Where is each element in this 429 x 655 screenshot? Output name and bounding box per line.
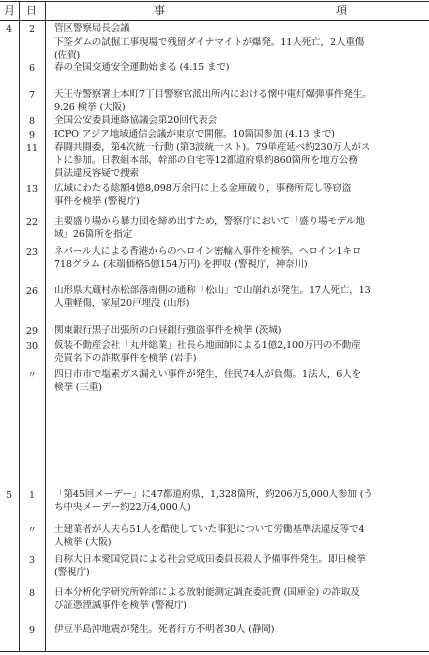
entry-day: 8 [28,116,36,127]
entry-text-line: 日本分析化学研究所幹部による放射能測定調査委託費 (国庫金) の詐取及 [54,587,360,598]
entry-text-line: ち中央メーデー約22万4,000人) [54,502,191,514]
entry-text-line: 域」26箇所を指定 [54,229,133,241]
entry-day: 2 [28,24,36,35]
entry-text-line: トに参加。日教組本部，幹部の自宅等12都道府県約860箇所を地方公務 [54,155,358,167]
entry-day: 9 [28,130,36,141]
entry-text-line: 事件を検挙 (警視庁) [54,196,140,208]
entry-text-line: 全国公安委員連絡協議会第20回代表会 [54,115,218,126]
entry-text-line: 春の全国交通安全運動始まる (4.15 まで) [54,62,230,73]
entry-day: 8 [28,588,36,599]
entry-day: 6 [28,63,36,74]
entry-text-line: 伊豆半島沖地震が発生。死者行方不明者30人 (静岡) [54,624,275,635]
entry-day: 13 [25,184,39,195]
table-bottom-rule [0,651,429,652]
entry-text-line: (警視庁) [54,567,90,579]
entry-text-line: 員法違反容疑で捜索 [54,168,139,180]
header-bottom-rule [0,20,429,21]
entry-text-line: 自称大日本愛国党員による社会党成田委員長殺人予備事件発生。即日検挙 [54,554,366,565]
entry-day: 〃 [27,525,37,536]
entry-text-line: 人重軽傷，家屋20戸埋没 (山形) [54,298,190,310]
entry-text-line: 管区警察局長会議 [54,23,130,34]
entry-text-line: 売買名下の詐欺事件を検挙 (岩手) [54,353,197,365]
entry-day: 7 [28,90,36,101]
month-column-divider [19,1,20,652]
entry-text-line: 9.26 検挙 (大阪) [54,102,126,114]
entry-text-line: 山形県大蔵村赤松部落南側の通称「松山」で山崩れが発生。17人死亡，13 [54,285,371,296]
entry-day: 3 [28,555,36,566]
header-day: 日 [26,4,38,17]
entry-text-line: 春闘共闘委，第4次統一行動 (第3波統一スト)。79単産延べ約230万人がス [54,142,371,153]
entry-month: 5 [5,490,13,501]
entry-text-line: び証憑湮滅事件を検挙 (警視庁) [54,600,187,612]
entry-day: 22 [25,217,39,228]
entry-text-line: 人検挙 (大阪) [54,537,112,549]
entry-text-line: (佐賀) [54,50,81,62]
entry-day: 1 [28,490,36,501]
entry-text-line: 検挙 (三重) [54,382,102,394]
entry-day: 〃 [27,370,37,381]
entry-day: 26 [25,286,39,297]
entry-text-line: ネパール人による香港からのヘロイン密輸入事件を検挙。ヘロイン1キロ [54,246,362,257]
entry-day: 11 [25,143,39,154]
header-matter-left: 事 [154,4,166,17]
entry-text-line: 下筌ダムの試掘工事現場で残留ダイナマイトが爆発。11人死亡，2人重傷 [54,37,365,48]
header-matter-right: 項 [336,4,348,17]
entry-month: 4 [5,24,13,35]
table-top-rule [0,1,429,2]
entry-text-line: 「第45回メーデー」に47都道府県，1,328箇所，約206万5,000人参加 (う [54,489,373,500]
entry-text-line: 天王寺警察署上本町7丁目警察官派出所内における懐中電灯爆弾事件発生。 [54,89,372,100]
entry-text-line: 関東銀行黒子出張所の白昼銀行強盗事件を検挙 (茨城) [54,325,282,336]
entry-day: 9 [28,625,36,636]
entry-text-line: 主要盛り場から暴力団を締め出すため，警察庁において「盛り場モデル地 [54,216,365,227]
entry-text-line: 仮装不動産会社「丸井総業」社長ら地面師による1億2,100万円の不動産 [54,340,361,351]
entry-day: 23 [25,247,39,258]
entry-text-line: 718グラム (末端価格5億154万円) を押収 (警視庁，神奈川) [54,259,308,271]
entry-day: 29 [25,326,39,337]
entry-text-line: 広域にわたる総額4億8,098万余円に上る金庫破り，事務所荒し等窃盗 [54,183,352,194]
entry-text-line: ICPO アジア地域通信会議が東京で開催。10箇国参加 (4.13 まで) [54,129,335,140]
entry-text-line: 四日市市で塩素ガス漏えい事件が発生，住民74人が負傷。1法人，6人を [54,369,362,380]
entry-text-line: 土建業者が人夫ら51人を酷使していた事犯について労働基準法違反等で4 [54,524,365,535]
day-column-divider [45,1,46,652]
entry-day: 30 [25,341,39,352]
header-month: 月 [4,4,16,17]
